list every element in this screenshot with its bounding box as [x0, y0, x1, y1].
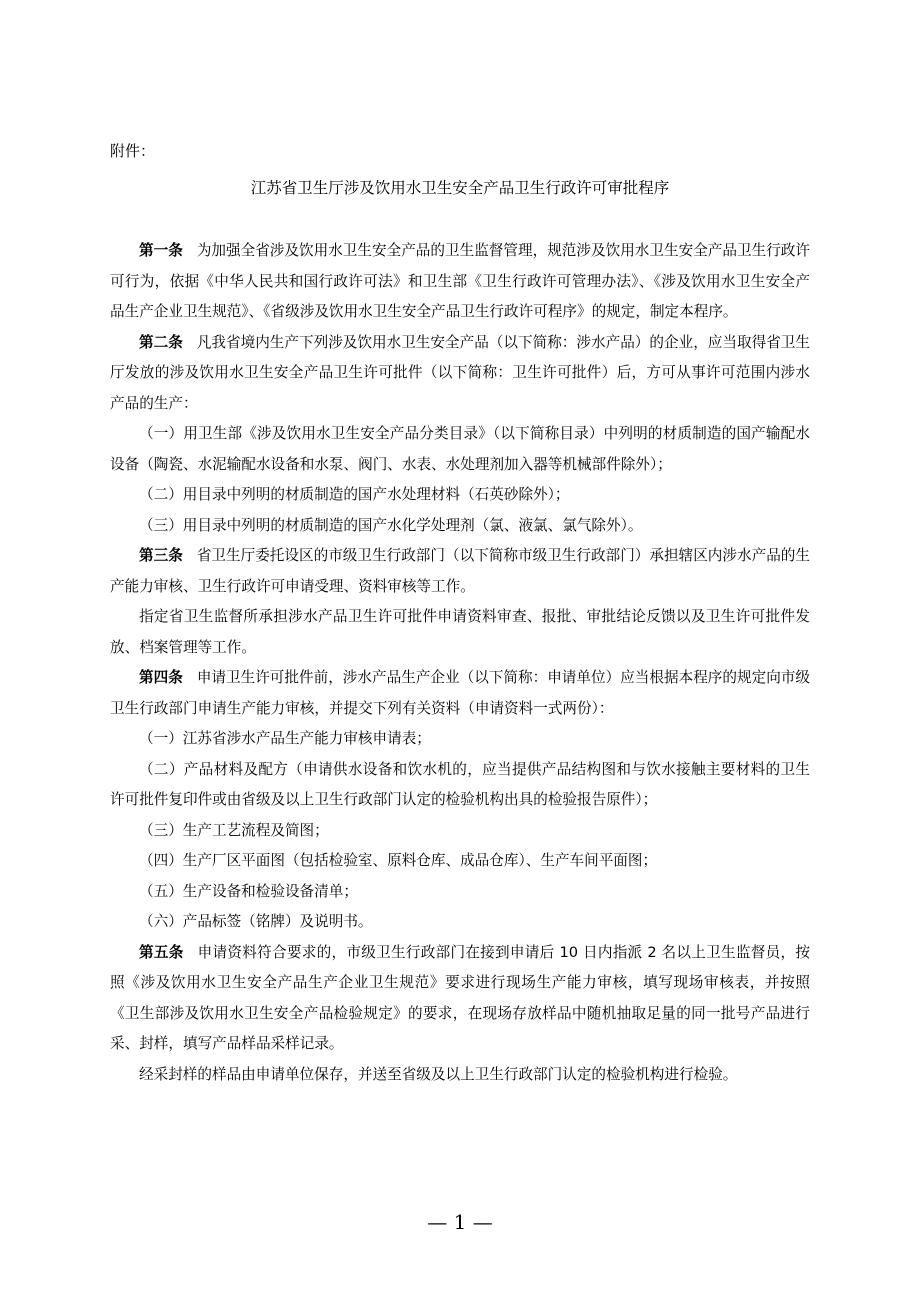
paragraph-text: （四）生产厂区平面图（包括检验室、原料仓库、成品仓库）、生产车间平面图； — [139, 852, 658, 869]
article-label: 第三条 — [139, 547, 183, 564]
article-label: 第二条 — [139, 333, 183, 351]
paragraph-text: （二）用目录中列明的材质制造的国产水处理材料（石英砂除外）； — [139, 486, 570, 503]
paragraph-text: （六）产品标签（铭牌）及说明书。 — [139, 913, 373, 930]
article-label: 第四条 — [139, 669, 183, 686]
list-item — [110, 419, 810, 480]
list-item — [110, 846, 810, 877]
paragraph-text: 申请卫生许可批件前，涉水产品生产企业（以下简称：申请单位）应当根据本程序的规定向市级卫生行政部门申请生产能力审核，并提交下列有关资料（申请资料一式两份）： — [110, 669, 810, 717]
list-item — [110, 755, 810, 816]
paragraph — [110, 236, 810, 328]
paragraph-text: （三）用目录中列明的材质制造的国产水化学处理剂（氯、液氯、氯气除外）。 — [139, 516, 643, 534]
list-item — [110, 724, 810, 755]
paragraph-text: 指定省卫生监督所承担涉水产品卫生许可批件申请资料审查、报批、审批结论反馈以及卫生许可批件发放、档案管理等工作。 — [110, 608, 810, 656]
document-title: 江苏省卫生厅涉及饮用水卫生安全产品卫生行政许可审批程序 — [250, 179, 670, 197]
list-item — [110, 511, 810, 542]
article-label: 第五条 — [139, 943, 184, 961]
list-item — [110, 816, 810, 847]
paragraph — [110, 1060, 810, 1091]
attachment-label: 附件： — [110, 142, 156, 160]
paragraph — [110, 541, 810, 602]
document-body — [110, 236, 810, 1090]
list-item — [110, 907, 810, 938]
paragraph-text: （一）用卫生部《涉及饮用水卫生安全产品分类目录》（以下简称目录）中列明的材质制造的国产输配水设备（陶瓷、水泥输配水设备和水泵、阀门、水表、水处理剂加入器等机械部件除外）； — [110, 425, 810, 473]
paragraph-text: （一）江苏省涉水产品生产能力审核申请表； — [139, 730, 431, 747]
paragraph-text: 为加强全省涉及饮用水卫生安全产品的卫生监督管理，规范涉及饮用水卫生安全产品卫生行政许可行为，依据《中华人民共和国行政许可法》和卫生部《卫生行政许可管理办法》、《涉及饮用水卫生安全产品生产企业卫生规范》、《省级涉及饮用水卫生安全产品卫生行政许可程序》的规定，制定本程序。 — [110, 242, 810, 320]
paragraph-text: 凡我省境内生产下列涉及饮用水卫生安全产品（以下简称：涉水产品）的企业，应当取得省卫生厅发放的涉及饮用水卫生安全产品卫生许可批件（以下简称：卫生许可批件）后，方可从事许可范围内涉水产品的生产： — [110, 333, 810, 412]
paragraph-text: （二）产品材料及配方（申请供水设备和饮水机的，应当提供产品结构图和与饮水接触主要材料的卫生许可批件复印件或由省级及以上卫生行政部门认定的检验机构出具的检验报告原件）； — [110, 760, 810, 808]
list-item — [110, 480, 810, 511]
paragraph-text: （三）生产工艺流程及简图； — [139, 821, 329, 839]
paragraph-text: 经采封样的样品由申请单位保存，并送至省级及以上卫生行政部门认定的检验机构进行检验。 — [139, 1065, 738, 1083]
list-item — [110, 877, 810, 908]
paragraph — [110, 328, 810, 420]
paragraph-text: 省卫生厅委托设区的市级卫生行政部门（以下简称市级卫生行政部门）承担辖区内涉水产品的生产能力审核、卫生行政许可申请受理、资料审核等工作。 — [110, 547, 810, 595]
paragraph-text: （五）生产设备和检验设备清单； — [139, 882, 358, 900]
page-number: — 1 — — [427, 1210, 493, 1234]
paragraph-text: 申请资料符合要求的，市级卫生行政部门在接到申请后 10 日内指派 2 名以上卫生监督员，按照《涉及饮用水卫生安全产品生产企业卫生规范》要求进行现场生产能力审核，填写现场审核表，并按照《卫生部涉及饮用水卫生安全产品检验规定》的要求，在现场存放样品中随机抽取足量的同一批号产品进行采、封样，填写产品样品采样记录。 — [110, 943, 810, 1052]
article-label: 第一条 — [139, 242, 183, 259]
paragraph — [110, 938, 810, 1060]
paragraph — [110, 663, 810, 724]
paragraph — [110, 602, 810, 663]
